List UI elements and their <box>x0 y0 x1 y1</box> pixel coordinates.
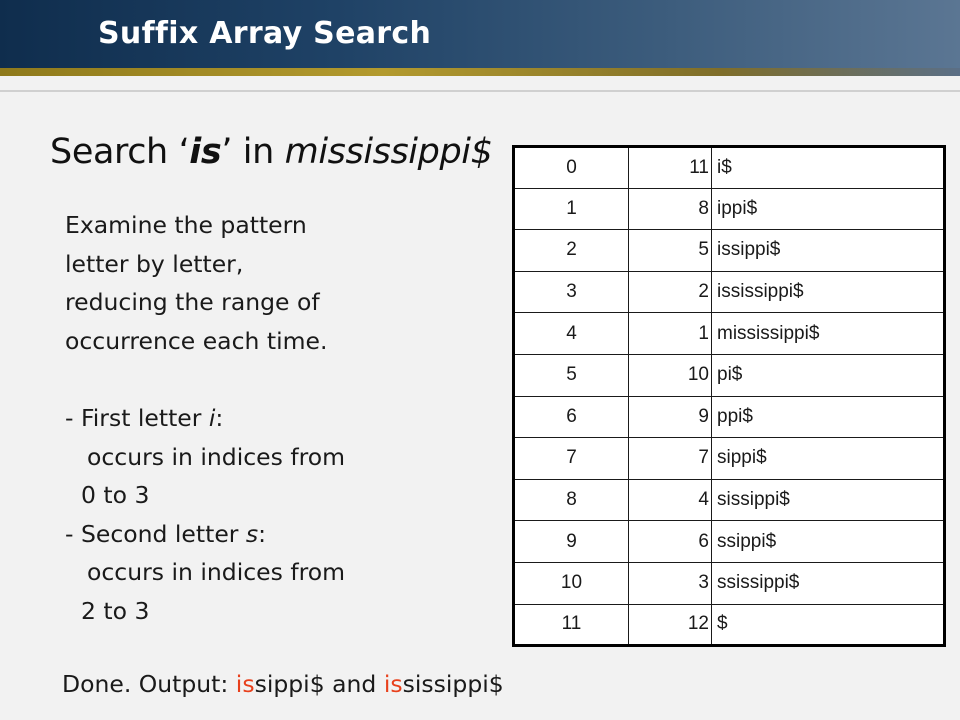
first-range-line: 0 to 3 <box>81 481 150 510</box>
title-pattern: is <box>189 132 222 172</box>
second-occurs-line: occurs in indices from <box>87 558 346 587</box>
suffix-cell: ippi$ <box>712 188 945 230</box>
rank-cell: 2 <box>514 230 629 272</box>
output-line <box>62 670 504 698</box>
table-row <box>514 479 945 521</box>
table-row <box>514 230 945 272</box>
suffix-cell: mississippi$ <box>712 313 945 355</box>
output-match-1: is <box>235 670 255 698</box>
body-line-1: Examine the pattern <box>65 211 307 239</box>
index-cell: 5 <box>629 230 712 272</box>
suffix-cell: issippi$ <box>712 230 945 272</box>
suffix-cell: ppi$ <box>712 396 945 438</box>
rank-cell: 10 <box>514 562 629 604</box>
output-rest-2: sissippi$ <box>402 670 504 698</box>
rank-cell: 0 <box>514 147 629 189</box>
suffix-cell: sippi$ <box>712 438 945 480</box>
suffix-cell: ssissippi$ <box>712 562 945 604</box>
table-row <box>514 354 945 396</box>
suffix-cell: ississippi$ <box>712 271 945 313</box>
header-title: Suffix Array Search <box>98 16 432 51</box>
index-cell: 7 <box>629 438 712 480</box>
suffix-cell: sissippi$ <box>712 479 945 521</box>
second-range-line: 2 to 3 <box>81 596 150 625</box>
output-rest-1: sippi$ <box>254 670 325 698</box>
index-cell: 4 <box>629 479 712 521</box>
table-row <box>514 604 945 646</box>
suffix-cell: pi$ <box>712 354 945 396</box>
header-divider <box>0 90 960 92</box>
table-row <box>514 188 945 230</box>
table-row <box>514 396 945 438</box>
suffix-cell: ssippi$ <box>712 521 945 563</box>
table-row <box>514 521 945 563</box>
second-suffix: : <box>258 519 267 548</box>
second-letter: s <box>245 519 259 548</box>
suffix-cell: i$ <box>712 147 945 189</box>
first-prefix: - First letter <box>65 403 209 432</box>
index-cell: 6 <box>629 521 712 563</box>
index-cell: 1 <box>629 313 712 355</box>
rank-cell: 5 <box>514 354 629 396</box>
index-cell: 2 <box>629 271 712 313</box>
output-match-2: is <box>383 670 403 698</box>
suffix-array-body <box>514 147 945 646</box>
body-line-2: letter by letter, <box>65 249 244 278</box>
first-letter: i <box>208 403 216 432</box>
table-row <box>514 271 945 313</box>
header-bar <box>0 0 960 68</box>
first-occurs-line: occurs in indices from <box>87 442 346 471</box>
table-row <box>514 313 945 355</box>
slide-title <box>50 132 492 172</box>
first-suffix: : <box>215 403 224 432</box>
rank-cell: 1 <box>514 188 629 230</box>
index-cell: 3 <box>629 562 712 604</box>
second-letter-line <box>65 515 405 554</box>
output-and: and <box>324 670 384 698</box>
index-cell: 12 <box>629 604 712 646</box>
index-cell: 8 <box>629 188 712 230</box>
rank-cell: 9 <box>514 521 629 563</box>
title-mid: ’ in <box>221 132 285 172</box>
header-stripe <box>0 68 960 76</box>
rank-cell: 6 <box>514 396 629 438</box>
suffix-cell: $ <box>712 604 945 646</box>
rank-cell: 7 <box>514 438 629 480</box>
title-prefix: Search ‘ <box>50 132 190 172</box>
index-cell: 10 <box>629 354 712 396</box>
body-spacer <box>65 360 405 399</box>
explanation-text <box>65 206 405 631</box>
body-line-3: reducing the range of <box>65 288 320 317</box>
second-prefix: - Second letter <box>65 519 246 548</box>
title-text: mississippi$ <box>284 132 493 172</box>
index-cell: 11 <box>629 147 712 189</box>
index-cell: 9 <box>629 396 712 438</box>
table-row <box>514 147 945 189</box>
output-prefix: Done. Output: <box>62 670 236 698</box>
first-letter-line <box>65 399 405 438</box>
body-line-4: occurrence each time. <box>65 326 328 355</box>
rank-cell: 4 <box>514 313 629 355</box>
table-row <box>514 438 945 480</box>
rank-cell: 8 <box>514 479 629 521</box>
suffix-array-table <box>512 145 946 647</box>
rank-cell: 3 <box>514 271 629 313</box>
table-row <box>514 562 945 604</box>
rank-cell: 11 <box>514 604 629 646</box>
